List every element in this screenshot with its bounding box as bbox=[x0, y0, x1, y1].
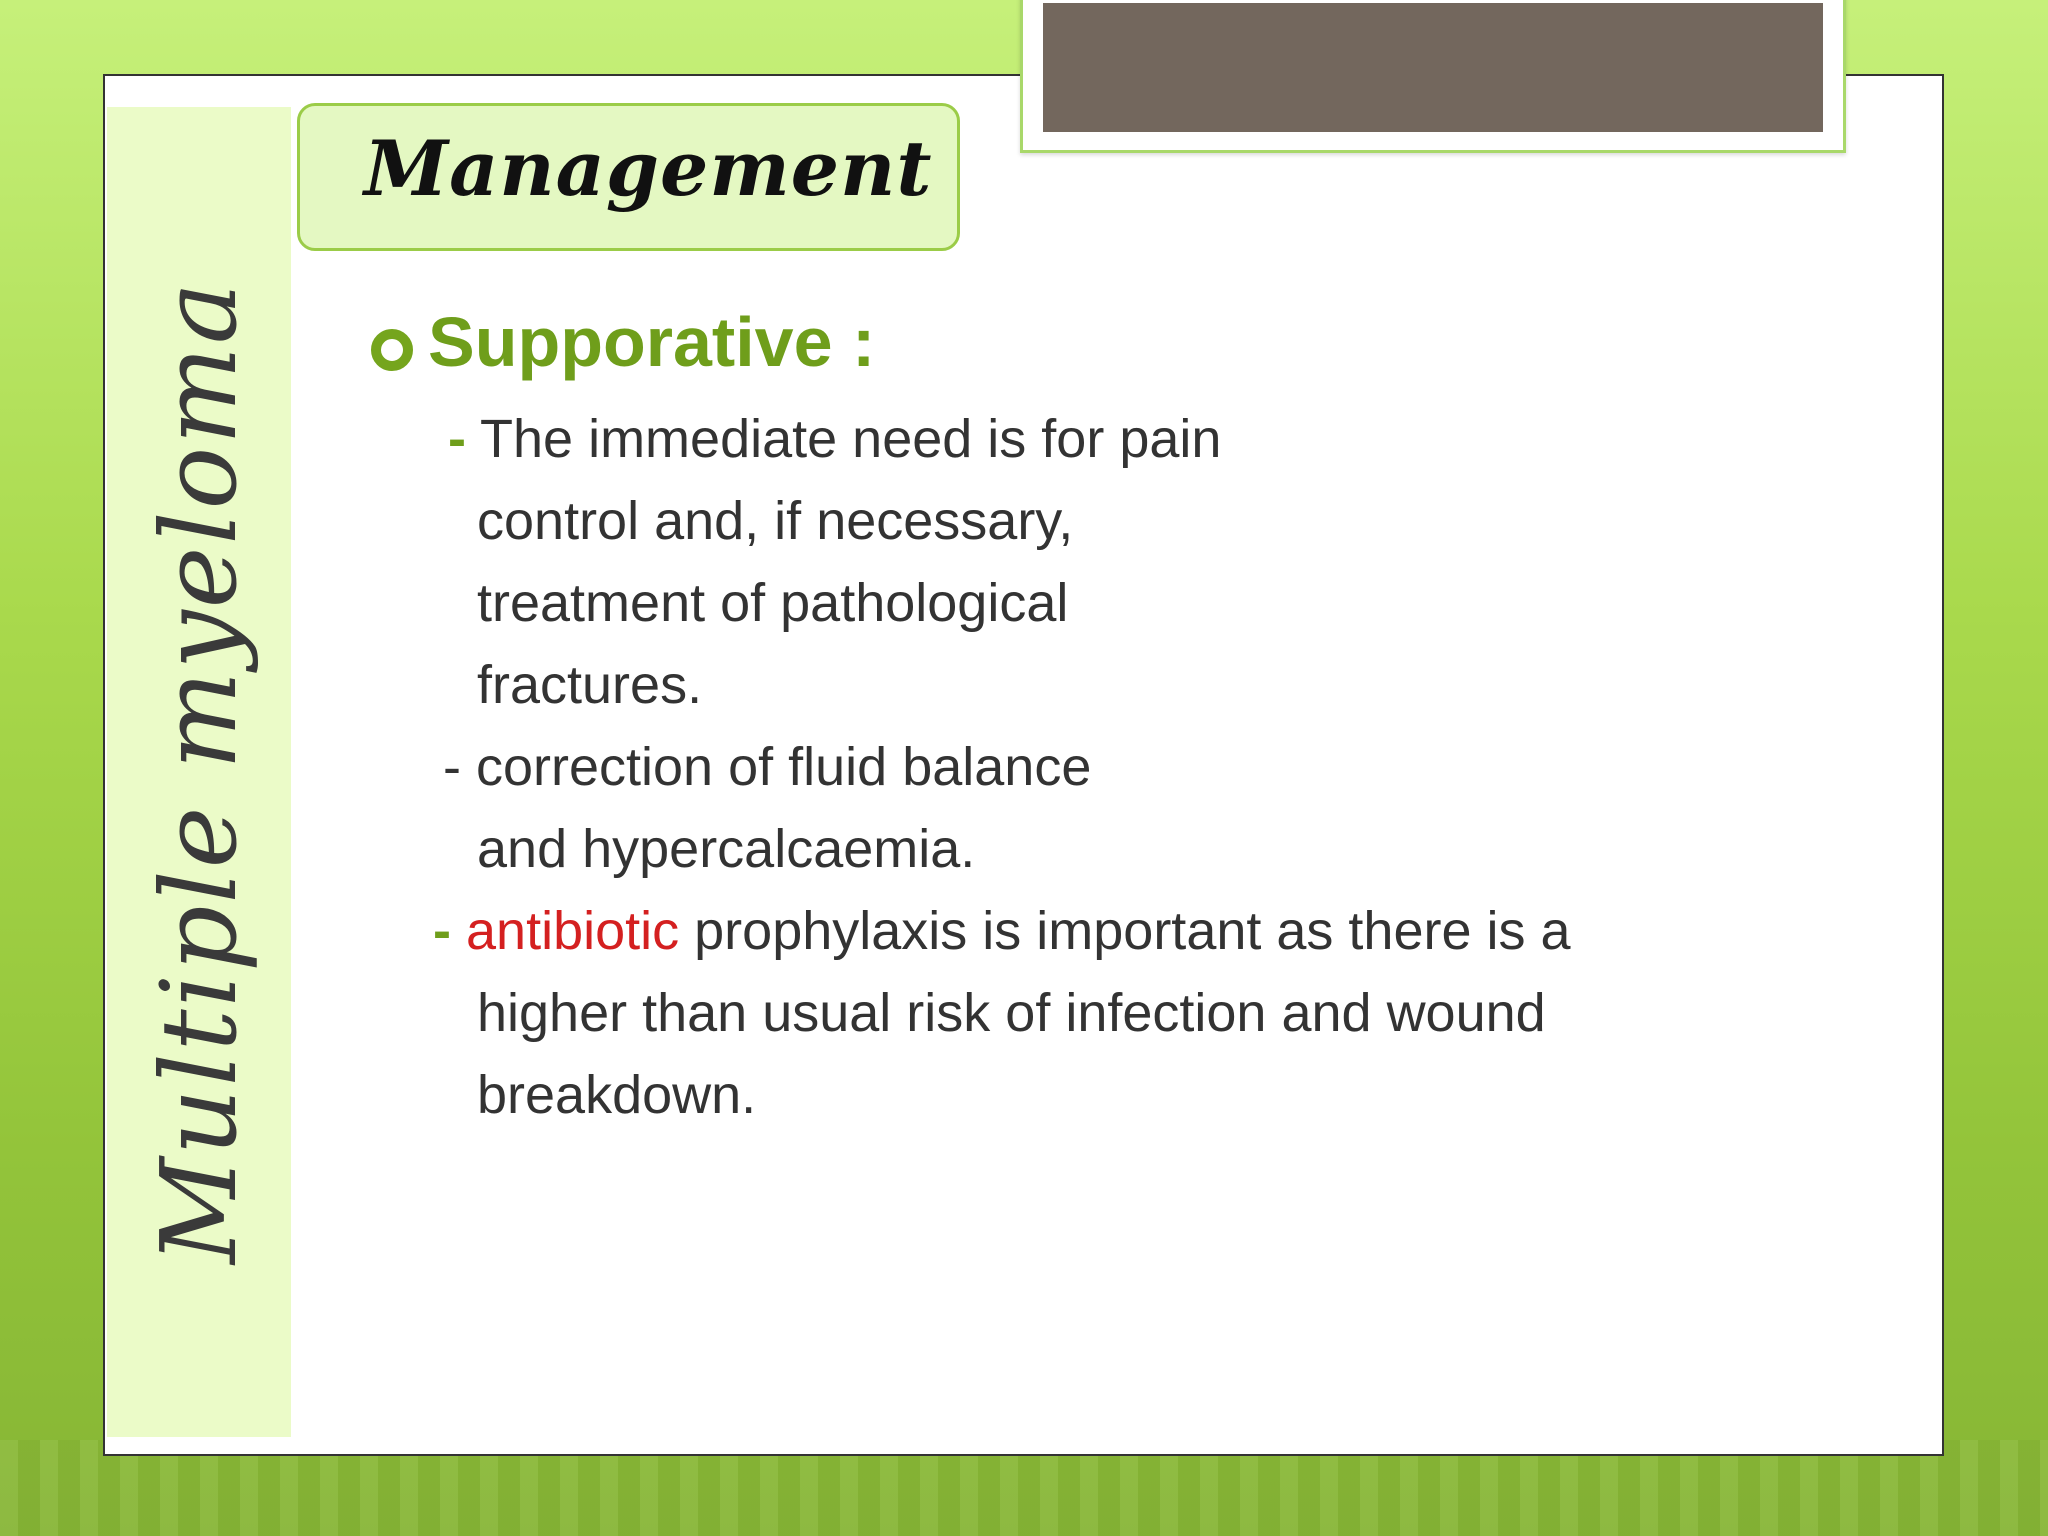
photo-frame bbox=[1020, 0, 1846, 153]
section-heading: Supporative : bbox=[428, 303, 876, 381]
item-1-text-2: control and, if necessary, bbox=[477, 491, 1074, 551]
item-1-text-1: The immediate need is for pain bbox=[480, 409, 1222, 469]
side-title: Multiple myeloma bbox=[138, 280, 260, 1264]
item-3-text-2: higher than usual risk of infection and wound bbox=[477, 983, 1546, 1043]
item-3-dash: - bbox=[433, 901, 451, 961]
item-2-text-1: correction of fluid balance bbox=[476, 737, 1092, 797]
item-1-dash: - bbox=[448, 409, 466, 469]
item-3-text-1: prophylaxis is important as there is a bbox=[679, 901, 1571, 961]
item-3-line-1 bbox=[433, 900, 1571, 962]
heading-box bbox=[297, 103, 960, 251]
photo-placeholder bbox=[1043, 3, 1823, 132]
page-title: Management bbox=[364, 124, 933, 213]
item-2-text-2: and hypercalcaemia. bbox=[477, 819, 976, 879]
item-3-text-3: breakdown. bbox=[477, 1065, 757, 1125]
item-3-highlight: antibiotic bbox=[466, 901, 680, 961]
item-1-line-1 bbox=[448, 408, 1221, 470]
item-2-line-1 bbox=[443, 736, 1091, 798]
bullet-ring-icon bbox=[371, 329, 413, 371]
item-1-text-4: fractures. bbox=[477, 655, 703, 715]
item-1-text-3: treatment of pathological bbox=[477, 573, 1069, 633]
item-2-dash: - bbox=[443, 737, 461, 797]
